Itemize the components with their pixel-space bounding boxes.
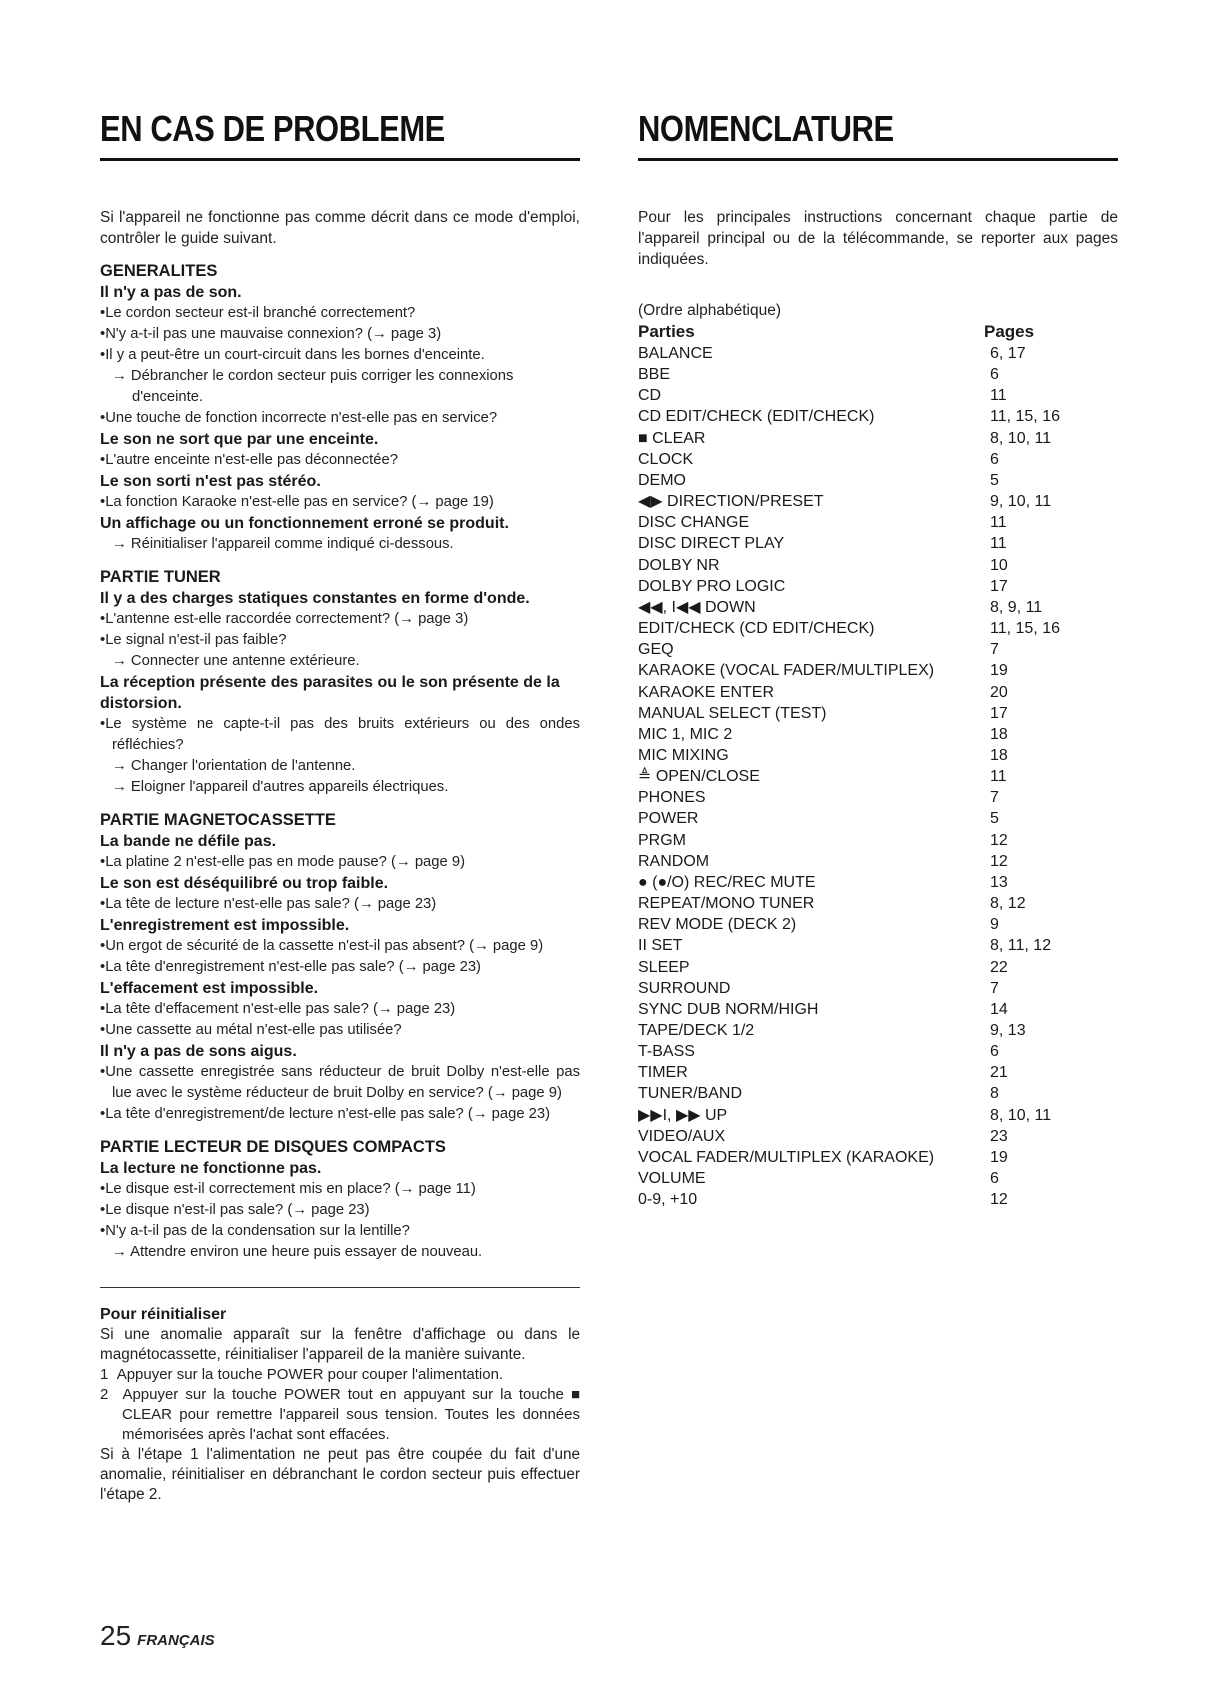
part-pages: 8, 10, 11 bbox=[990, 1106, 1052, 1124]
check-item: • Il y a peut-être un court-circuit dans les bornes d'enceinte. bbox=[100, 345, 580, 366]
troubleshooting-title: EN CAS DE PROBLEME bbox=[100, 108, 445, 149]
parts-row bbox=[638, 576, 1118, 597]
parts-row bbox=[638, 618, 1118, 639]
remedy-item: → Connecter une antenne extérieure. bbox=[100, 651, 580, 672]
page-footer bbox=[100, 1620, 215, 1652]
part-pages: 19 bbox=[990, 662, 1008, 680]
part-pages: 21 bbox=[990, 1064, 1008, 1082]
parts-column-header: Parties bbox=[638, 322, 695, 341]
nomenclature-intro: Pour les principales instructions concernant chaque partie de l'appareil principal ou de la télécommande, se reporter aux pages indiquées. bbox=[638, 209, 1118, 268]
problem-statement: L'effacement est impossible. bbox=[100, 980, 319, 997]
part-pages: 10 bbox=[990, 556, 1008, 574]
check-item: • L'autre enceinte n'est-elle pas déconnectée? bbox=[100, 450, 580, 471]
problem-statement: Le son sorti n'est pas stéréo. bbox=[100, 473, 321, 490]
troubleshooting-column bbox=[100, 108, 580, 1505]
part-name: ≜ OPEN/CLOSE bbox=[638, 768, 760, 786]
section-heading: GENERALITES bbox=[100, 262, 218, 280]
parts-row bbox=[638, 957, 1118, 978]
reset-block bbox=[100, 1304, 580, 1505]
part-pages: 9, 13 bbox=[990, 1022, 1026, 1039]
part-name: KARAOKE ENTER bbox=[638, 683, 775, 701]
part-name: MANUAL SELECT (TEST) bbox=[638, 704, 827, 722]
reset-outro: Si à l'étape 1 l'alimentation ne peut pas être coupée du fait d'une anomalie, réinitialiser en débranchant le cordon secteur puis effectuer l'étape 2. bbox=[100, 1446, 580, 1503]
part-pages: 5 bbox=[990, 810, 999, 828]
part-pages: 11 bbox=[990, 514, 1007, 532]
parts-row bbox=[638, 724, 1118, 745]
part-name: DOLBY PRO LOGIC bbox=[638, 577, 786, 595]
part-pages: 9 bbox=[990, 916, 999, 934]
section-heading: PARTIE LECTEUR DE DISQUES COMPACTS bbox=[100, 1138, 446, 1156]
problem-statement: La bande ne défile pas. bbox=[100, 833, 277, 850]
part-pages: 8 bbox=[990, 1085, 999, 1103]
part-pages: 7 bbox=[990, 789, 999, 807]
part-pages: 8, 10, 11 bbox=[990, 429, 1052, 447]
part-name: DISC DIRECT PLAY bbox=[638, 535, 785, 553]
parts-row bbox=[638, 639, 1118, 660]
part-pages: 23 bbox=[990, 1127, 1008, 1145]
part-name: EDIT/CHECK (CD EDIT/CHECK) bbox=[638, 620, 875, 638]
part-name: PHONES bbox=[638, 789, 706, 807]
parts-row bbox=[638, 1083, 1118, 1104]
part-pages: 22 bbox=[990, 958, 1008, 976]
parts-row bbox=[638, 1168, 1118, 1189]
reset-step-2-text: Appuyer sur la touche POWER tout en appuyant sur la touche ■ CLEAR pour remettre l'appareil sous tension. Toutes les données mémorisées après l'achat sont effacées. bbox=[122, 1386, 580, 1443]
problem-statement: Il n'y a pas de sons aigus. bbox=[100, 1043, 297, 1060]
remedy-item: → Attendre environ une heure puis essayer de nouveau. bbox=[100, 1242, 580, 1263]
check-item: • Le système ne capte-t-il pas des bruits extérieurs ou des ondes réfléchies? bbox=[100, 714, 580, 756]
part-pages: 11, 15, 16 bbox=[990, 620, 1060, 638]
part-pages: 19 bbox=[990, 1148, 1008, 1166]
part-name: II SET bbox=[638, 937, 683, 955]
part-name: ■ CLEAR bbox=[638, 429, 706, 447]
reset-step-2-number: 2 bbox=[100, 1386, 109, 1403]
part-name: CD EDIT/CHECK (EDIT/CHECK) bbox=[638, 408, 875, 426]
part-pages: 8, 12 bbox=[990, 895, 1026, 913]
parts-table bbox=[638, 321, 1118, 1210]
parts-table-body bbox=[638, 343, 1118, 1210]
check-item: • Le disque n'est-il pas sale? (→ page 23) bbox=[100, 1200, 580, 1221]
part-pages: 9, 10, 11 bbox=[990, 493, 1052, 511]
part-name: DISC CHANGE bbox=[638, 514, 750, 532]
part-pages: 8, 11, 12 bbox=[990, 937, 1052, 955]
check-item: • Le signal n'est-il pas faible? bbox=[100, 630, 580, 651]
part-pages: 6 bbox=[990, 366, 999, 384]
part-pages: 6 bbox=[990, 1170, 999, 1188]
part-name: RANDOM bbox=[638, 852, 710, 870]
reset-title: Pour réinitialiser bbox=[100, 1306, 227, 1323]
parts-row bbox=[638, 1126, 1118, 1147]
remedy-item: → Changer l'orientation de l'antenne. bbox=[100, 756, 580, 777]
remedy-item: → Débrancher le cordon secteur puis corriger les connexions d'enceinte. bbox=[100, 366, 580, 408]
parts-row bbox=[638, 893, 1118, 914]
problem-statement: Il y a des charges statiques constantes en forme d'onde. bbox=[100, 590, 530, 607]
check-item: • La platine 2 n'est-elle pas en mode pause? (→ page 9) bbox=[100, 852, 580, 873]
pages-column-header: Pages bbox=[984, 322, 1035, 341]
section-divider bbox=[100, 1287, 580, 1288]
part-name: POWER bbox=[638, 810, 699, 828]
part-pages: 13 bbox=[990, 873, 1008, 891]
parts-row bbox=[638, 830, 1118, 851]
title-rule bbox=[100, 158, 580, 161]
parts-row bbox=[638, 703, 1118, 724]
nomenclature-title: NOMENCLATURE bbox=[638, 108, 894, 149]
part-name: T-BASS bbox=[638, 1043, 695, 1061]
footer-language: FRANÇAIS bbox=[137, 1632, 215, 1649]
check-item: • La tête d'effacement n'est-elle pas sale? (→ page 23) bbox=[100, 999, 580, 1020]
section-heading: PARTIE TUNER bbox=[100, 568, 221, 586]
parts-row bbox=[638, 406, 1118, 427]
check-item: • La tête d'enregistrement/de lecture n'est-elle pas sale? (→ page 23) bbox=[100, 1104, 580, 1125]
part-pages: 7 bbox=[990, 641, 999, 659]
parts-row bbox=[638, 533, 1118, 554]
parts-row bbox=[638, 512, 1118, 533]
reset-step-1 bbox=[100, 1365, 580, 1385]
part-pages: 7 bbox=[990, 979, 999, 997]
parts-row bbox=[638, 491, 1118, 512]
parts-row bbox=[638, 682, 1118, 703]
part-pages: 14 bbox=[990, 1000, 1008, 1018]
check-item: • N'y a-t-il pas une mauvaise connexion? (→ page 3) bbox=[100, 324, 580, 345]
parts-row bbox=[638, 808, 1118, 829]
part-name: MIC MIXING bbox=[638, 746, 729, 764]
part-pages: 11 bbox=[990, 535, 1007, 553]
title-rule bbox=[638, 158, 1118, 161]
parts-row bbox=[638, 1062, 1118, 1083]
part-name: DOLBY NR bbox=[638, 556, 720, 574]
part-pages: 18 bbox=[990, 725, 1008, 743]
problem-statement: L'enregistrement est impossible. bbox=[100, 917, 350, 934]
check-item: • La tête d'enregistrement n'est-elle pas sale? (→ page 23) bbox=[100, 957, 580, 978]
remedy-item: → Eloigner l'appareil d'autres appareils électriques. bbox=[100, 777, 580, 798]
parts-row bbox=[638, 851, 1118, 872]
problem-statement: Il n'y a pas de son. bbox=[100, 284, 242, 301]
part-name: SLEEP bbox=[638, 958, 690, 976]
problem-statement: Le son ne sort que par une enceinte. bbox=[100, 431, 379, 448]
parts-row bbox=[638, 1147, 1118, 1168]
parts-row bbox=[638, 787, 1118, 808]
check-item: • Le cordon secteur est-il branché correctement? bbox=[100, 303, 580, 324]
parts-row bbox=[638, 1189, 1118, 1210]
part-pages: 18 bbox=[990, 746, 1008, 764]
part-name: VIDEO/AUX bbox=[638, 1127, 726, 1145]
troubleshooting-intro: Si l'appareil ne fonctionne pas comme décrit dans ce mode d'emploi, contrôler le guide suivant. bbox=[100, 209, 580, 247]
part-name: PRGM bbox=[638, 831, 686, 849]
problem-statement: Un affichage ou un fonctionnement erroné se produit. bbox=[100, 515, 509, 532]
part-name: TUNER/BAND bbox=[638, 1085, 743, 1103]
part-name: ◀◀, I◀◀ DOWN bbox=[638, 598, 756, 616]
parts-row bbox=[638, 343, 1118, 364]
check-item: • Le disque est-il correctement mis en place? (→ page 11) bbox=[100, 1179, 580, 1200]
parts-row bbox=[638, 597, 1118, 618]
part-name: CLOCK bbox=[638, 450, 694, 468]
part-name: BBE bbox=[638, 366, 671, 384]
check-item: • Une touche de fonction incorrecte n'est-elle pas en service? bbox=[100, 408, 580, 429]
part-name: TAPE/DECK 1/2 bbox=[638, 1022, 755, 1039]
part-pages: 12 bbox=[990, 1191, 1008, 1209]
part-name: MIC 1, MIC 2 bbox=[638, 725, 733, 743]
part-name: ▶▶I, ▶▶ UP bbox=[638, 1106, 728, 1124]
part-name: SYNC DUB NORM/HIGH bbox=[638, 1000, 819, 1018]
part-pages: 17 bbox=[990, 704, 1008, 722]
parts-header-row bbox=[638, 321, 1118, 343]
part-pages: 5 bbox=[990, 471, 999, 489]
section-heading: PARTIE MAGNETOCASSETTE bbox=[100, 811, 336, 829]
parts-row bbox=[638, 660, 1118, 681]
parts-row bbox=[638, 914, 1118, 935]
check-item: • Une cassette enregistrée sans réducteur de bruit Dolby n'est-elle pas lue avec le système réducteur de bruit Dolby en service? (→ page 9) bbox=[100, 1062, 580, 1104]
parts-row bbox=[638, 872, 1118, 893]
parts-row bbox=[638, 745, 1118, 766]
check-item: • Une cassette au métal n'est-elle pas utilisée? bbox=[100, 1020, 580, 1041]
part-pages: 6, 17 bbox=[990, 345, 1026, 362]
part-pages: 6 bbox=[990, 450, 999, 468]
part-pages: 8, 9, 11 bbox=[990, 598, 1043, 616]
check-item: • N'y a-t-il pas de la condensation sur la lentille? bbox=[100, 1221, 580, 1242]
troubleshooting-sections bbox=[100, 261, 580, 1263]
parts-row bbox=[638, 385, 1118, 406]
part-name: CD bbox=[638, 387, 662, 405]
problem-statement: La lecture ne fonctionne pas. bbox=[100, 1160, 322, 1177]
part-pages: 20 bbox=[990, 683, 1008, 701]
parts-row bbox=[638, 1105, 1118, 1126]
parts-row bbox=[638, 470, 1118, 491]
part-name: KARAOKE (VOCAL FADER/MULTIPLEX) bbox=[638, 662, 935, 680]
parts-row bbox=[638, 555, 1118, 576]
problem-statement: La réception présente des parasites ou le son présente de la distorsion. bbox=[100, 674, 560, 712]
part-name: SURROUND bbox=[638, 979, 731, 997]
parts-row bbox=[638, 364, 1118, 385]
check-item: • L'antenne est-elle raccordée correctement? (→ page 3) bbox=[100, 609, 580, 630]
part-pages: 12 bbox=[990, 831, 1008, 849]
parts-row bbox=[638, 999, 1118, 1020]
part-name: ◀▶ DIRECTION/PRESET bbox=[638, 493, 824, 511]
part-pages: 11 bbox=[990, 387, 1007, 405]
part-name: BALANCE bbox=[638, 345, 713, 362]
parts-row bbox=[638, 978, 1118, 999]
problem-statement: Le son est déséquilibré ou trop faible. bbox=[100, 875, 389, 892]
parts-row bbox=[638, 1020, 1118, 1041]
part-name: REPEAT/MONO TUNER bbox=[638, 895, 815, 913]
parts-row bbox=[638, 935, 1118, 956]
part-name: REV MODE (DECK 2) bbox=[638, 916, 797, 934]
reset-intro: Si une anomalie apparaît sur la fenêtre d'affichage ou dans le magnétocassette, réinitialiser l'appareil de la manière suivante. bbox=[100, 1326, 580, 1363]
parts-row bbox=[638, 1041, 1118, 1062]
part-pages: 11 bbox=[990, 768, 1007, 786]
reset-step-1-text: Appuyer sur la touche POWER pour couper l'alimentation. bbox=[116, 1366, 504, 1383]
parts-row bbox=[638, 449, 1118, 470]
remedy-item: → Réinitialiser l'appareil comme indiqué ci-dessous. bbox=[100, 534, 580, 555]
part-name: TIMER bbox=[638, 1064, 688, 1082]
page-number: 25 bbox=[100, 1620, 132, 1651]
part-name: GEQ bbox=[638, 641, 674, 659]
parts-row bbox=[638, 428, 1118, 449]
reset-step-2 bbox=[100, 1385, 580, 1445]
reset-step-1-number: 1 bbox=[100, 1366, 109, 1383]
part-name: ● (●/O) REC/REC MUTE bbox=[638, 873, 816, 891]
part-name: 0-9, +10 bbox=[638, 1191, 698, 1209]
part-pages: 6 bbox=[990, 1043, 999, 1061]
part-name: VOCAL FADER/MULTIPLEX (KARAOKE) bbox=[638, 1148, 935, 1166]
part-pages: 17 bbox=[990, 577, 1008, 595]
nomenclature-column bbox=[638, 108, 1118, 1210]
parts-row bbox=[638, 766, 1118, 787]
part-pages: 11, 15, 16 bbox=[990, 408, 1060, 426]
check-item: • Un ergot de sécurité de la cassette n'est-il pas absent? (→ page 9) bbox=[100, 936, 580, 957]
check-item: • La fonction Karaoke n'est-elle pas en service? (→ page 19) bbox=[100, 492, 580, 513]
part-pages: 12 bbox=[990, 852, 1008, 870]
order-note: (Ordre alphabétique) bbox=[638, 302, 782, 319]
check-item: • La tête de lecture n'est-elle pas sale? (→ page 23) bbox=[100, 894, 580, 915]
part-name: VOLUME bbox=[638, 1170, 706, 1188]
part-name: DEMO bbox=[638, 471, 686, 489]
